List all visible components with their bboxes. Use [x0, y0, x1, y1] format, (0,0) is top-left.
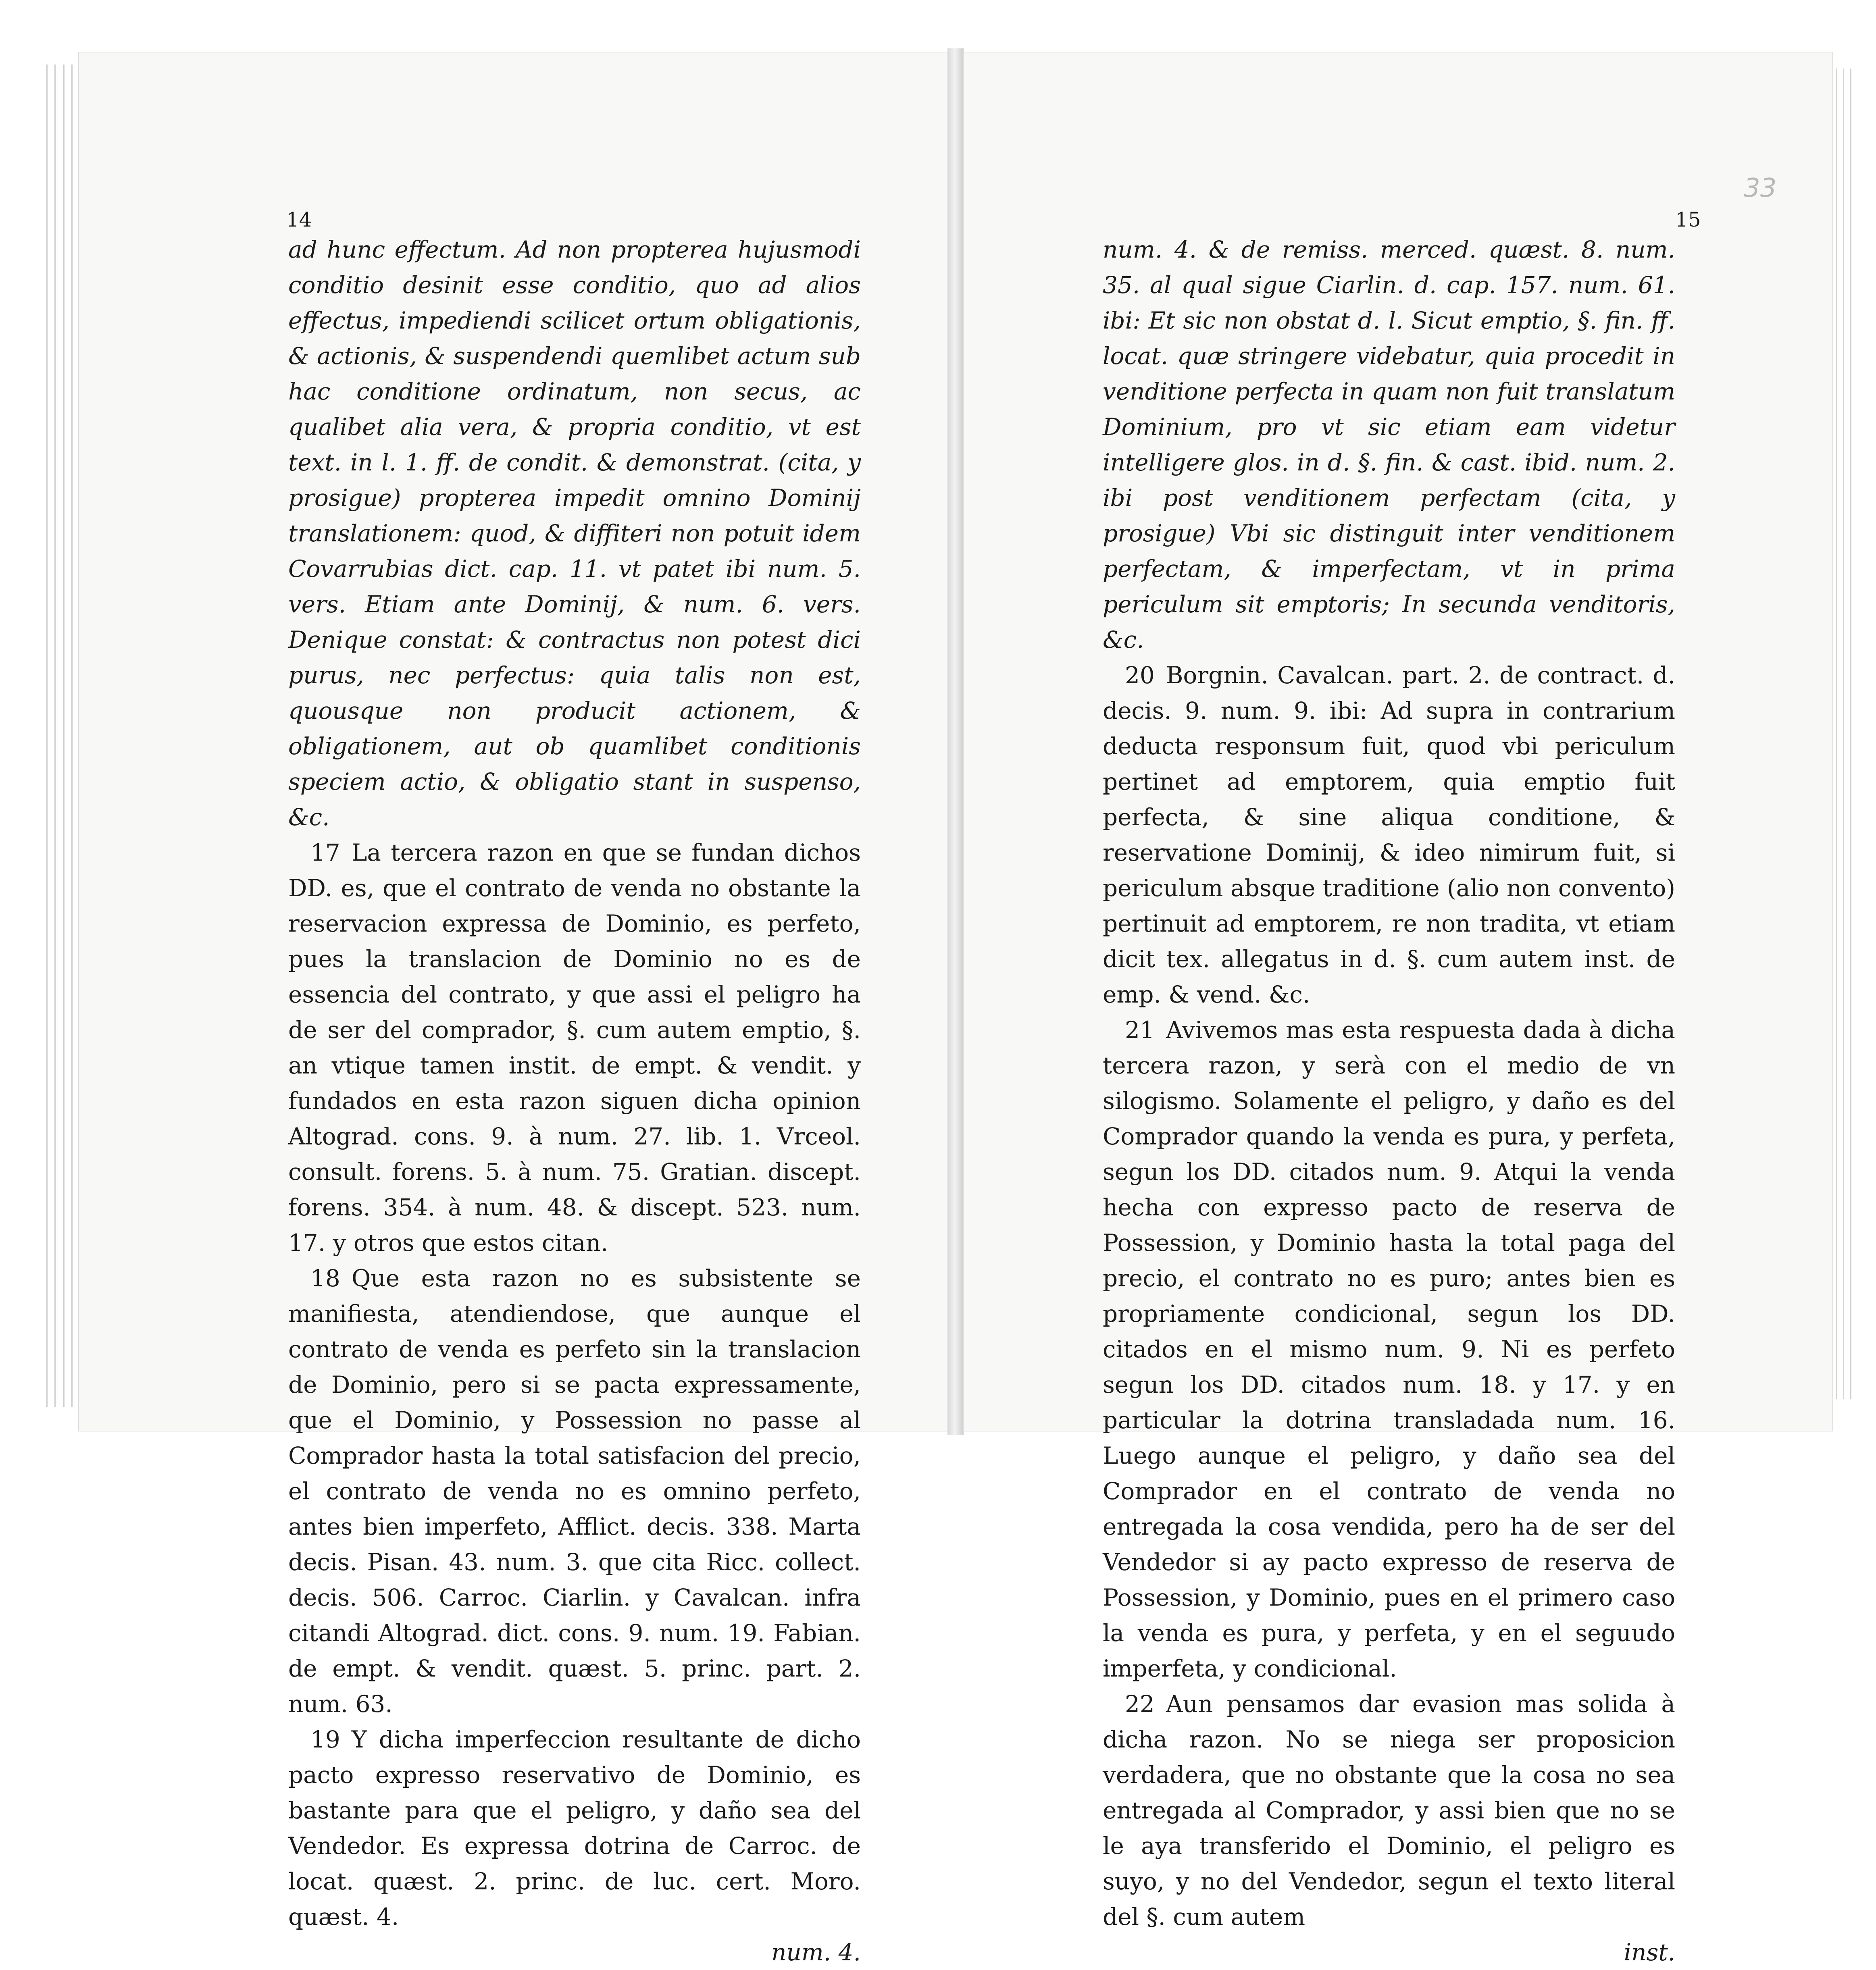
paragraph-number: 22: [1125, 1690, 1155, 1718]
left-page: [79, 52, 947, 1966]
paragraph-20: [1103, 657, 1675, 1012]
paragraph-number: 17: [310, 839, 340, 866]
paragraph-text: La tercera razon en que se fundan dichos DD. es, que el contrato de venda no obstante la reservacion expressa de Dominio, es perfeto, pues la translacion de Dominio no es de essencia del contrato, y que assi el peligro ha de ser del comprador, §. cum autem emptio, §. an vtique tamen instit. de empt. & vendit. y fundados en esta razon siguen dicha opinion Altograd. cons. 9. à num. 27. lib. 1. Vrceol. consult. forens. 5. à num. 75. Gratian. discept. forens. 354. à num. 48. & discept. 523. num. 17. y otros que estos citan.: [288, 839, 861, 1256]
closing-line: num. 4.: [771, 1939, 861, 1966]
paragraph-text: Avivemos mas esta respuesta dada à dicha tercera razon, y serà con el medio de vn silogismo. Solamente el peligro, y daño es del Comprador quando la venda es pura, y perfeta, segun los DD. citados num. 9. Atqui la venda hecha con expresso pacto de reserva de Possession, y Dominio hasta la total paga del precio, el contrato no es puro; antes bien es propriamente condicional, segun los DD. citados en el mismo num. 9. Ni es perfeto segun los DD. citados num. 18. y 17. y en particular la dotrina transladada num. 16. Luego aunque el peligro, y daño sea del Comprador en el contrato de venda no entregada la cosa vendida, pero ha de ser del Vendedor si ay pacto expresso de reserva de Possession, y Dominio, pues en el primero caso la venda es pura, y perfeta, y en el seguudo imperfeta, y condicional.: [1103, 1016, 1675, 1682]
paragraph-number: 20: [1125, 662, 1155, 689]
paragraph-text: Y dicha imperfeccion resultante de dicho pacto expresso reservativo de Dominio, es bastante para que el peligro, y daño sea del Vendedor. Es expressa dotrina de Carroc. de locat. quæst. 2. princ. de luc. cert. Moro. quæst. 4.: [288, 1726, 861, 1930]
closing-line: inst.: [1624, 1939, 1675, 1966]
paragraph-number: 18: [310, 1265, 340, 1292]
paragraph-text: Que esta razon no es subsistente se manifiesta, atendiendose, que aunque el contrato de venda es perfeto sin la translacion de Dominio, pero si se pacta expressamente, que el Dominio, y Possession no passe al Comprador hasta la total satisfacion del precio, el contrato de venda no es omnino perfeto, antes bien imperfeto, Afflict. decis. 338. Marta decis. Pisan. 43. num. 3. que cita Ricc. collect. decis. 506. Carroc. Ciarlin. y Cavalcan. infra citandi Altograd. dict. cons. 9. num. 19. Fabian. de empt. & vendit. quæst. 5. princ. part. 2. num. 63.: [288, 1265, 861, 1718]
paragraph-17: [288, 835, 861, 1261]
gutter: [947, 48, 964, 1435]
page-edges-right: [1832, 69, 1857, 1399]
right-text-column: [1103, 212, 1675, 1970]
page-number: 14: [286, 208, 312, 231]
margin-note: 33: [1744, 173, 1777, 203]
opening-paragraph: ad hunc effectum. Ad non propterea hujusmodi conditio desinit esse conditio, quo ad alios effectus, impediendi scilicet ortum obligationis, & actionis, & suspendendi quemlibet actum sub hac conditione ordinatum, non secus, ac qualibet alia vera, & propria conditio, vt est text. in l. 1. ff. de condit. & demonstrat. (cita, y prosigue) propterea impedit omnino Dominij translationem: quod, & diffiteri non potuit idem Covarrubias dict. cap. 11. vt patet ibi num. 5. vers. Etiam ante Dominij, & num. 6. vers. Denique constat: & contractus non potest dici purus, nec perfectus: quia talis non est, quousque non producit actionem, & obligationem, aut ob quamlibet conditionis speciem actio, & obligatio stant in suspenso, &c.: [288, 236, 861, 831]
paragraph-number: 21: [1125, 1016, 1155, 1044]
paragraph-text: Borgnin. Cavalcan. part. 2. de contract. d. decis. 9. num. 9. ibi: Ad supra in contrarium deducta responsum fuit, quod vbi periculum pertinet ad emptorem, quia emptio fuit perfecta, & sine aliqua conditione, & reservatione Dominij, & ideo nimirum fuit, si periculum absque traditione (alio non convento) pertinuit ad emptorem, re non tradita, vt etiam dicit tex. allegatus in d. §. cum autem inst. de emp. & vend. &c.: [1103, 662, 1675, 1008]
paragraph-text: Aun pensamos dar evasion mas solida à dicha razon. No se niega ser proposicion verdadera, que no obstante que la cosa no sea entregada al Comprador, y assi bien que no se le aya transferido el Dominio, el peligro es suyo, y no del Vendedor, segun el texto literal del §. cum autem: [1103, 1690, 1675, 1930]
paragraph-number: 19: [310, 1726, 340, 1753]
paragraph-22: [1103, 1686, 1675, 1935]
opening-paragraph: num. 4. & de remiss. merced. quæst. 8. num. 35. al qual sigue Ciarlin. d. cap. 157. num. 61. ibi: Et sic non obstat d. l. Sicut emptio, §. fin. ff. locat. quæ stringere videbatur, quia procedit in venditione perfecta in quam non fuit translatum Dominium, pro vt sic etiam eam videtur intelligere glos. in d. §. fin. & cast. ibid. num. 2. ibi post venditionem perfectam (cita, y prosigue) Vbi sic distinguit inter venditionem perfectam, & imperfectam, vt in prima periculum sit emptoris; In secunda venditoris, &c.: [1103, 236, 1675, 653]
left-text-column: [288, 212, 861, 1970]
paragraph-18: [288, 1261, 861, 1722]
page-edges-left: [42, 64, 81, 1407]
paragraph-21: [1103, 1012, 1675, 1686]
paragraph-19: [288, 1722, 861, 1935]
page-number: 15: [1675, 208, 1701, 231]
right-page: [964, 52, 1832, 1966]
